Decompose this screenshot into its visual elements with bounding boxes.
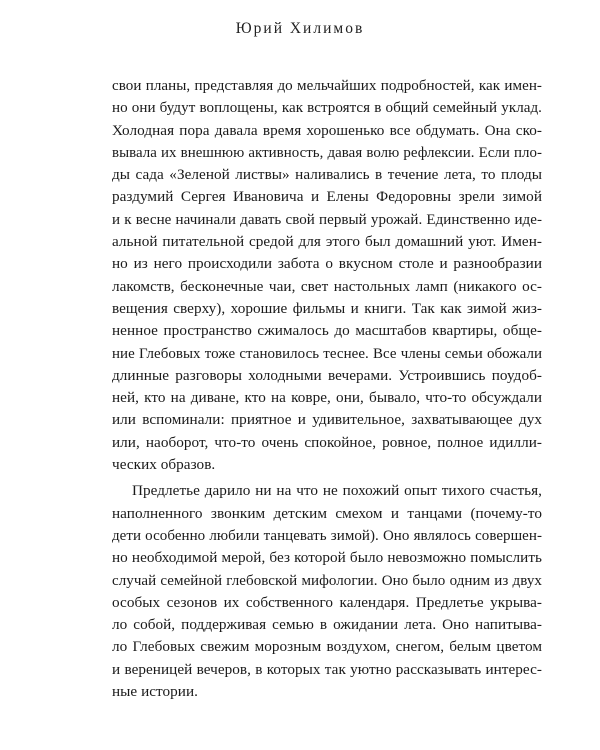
text-line: ды сада «Зеленой листвы» наливались в течение лета, то плоды (112, 166, 542, 184)
text-line: ческих образов. (112, 456, 216, 474)
text-line: ненное пространство сжималось до масштабов квартиры, обще- (112, 322, 542, 340)
paragraph-1 (112, 75, 542, 476)
body-text (112, 75, 542, 703)
text-line: но из него происходили забота о вкусном столе и разнообразии (112, 255, 542, 273)
text-line: но они будут воплощены, как встроятся в общий семейный уклад. (112, 100, 542, 117)
text-line: вещения сверху), хорошие фильмы и книги. Так как зимой жиз- (112, 299, 542, 317)
running-head-author: Юрий Хилимов (235, 20, 365, 37)
text-line: наполненного звонким детским смехом и танцами (почему-то (112, 504, 542, 522)
text-line: ней, кто на диване, кто на ковре, они, бывало, что-то обсуждали (112, 389, 542, 407)
text-line: но необходимой мерой, без которой было невозможно помыслить (112, 549, 542, 567)
text-line: и к весне начинали давать свой первый урожай. Единственно иде- (112, 211, 542, 228)
text-line: случай семейной глебовской мифологии. Оно было одним из двух (112, 572, 542, 589)
text-line: или, наоборот, что-то очень спокойное, ровное, полное идилли- (112, 433, 542, 451)
text-line: ло Глебовых свежим морозным воздухом, снегом, белым цветом (112, 638, 542, 656)
text-line: альной питательной средой для этого был домашний уют. Имен- (112, 233, 542, 251)
text-line: Холодная пора давала время хорошенько все обдумать. Она ско- (112, 121, 542, 139)
text-line: ние Глебовых тоже становилось теснее. Все члены семьи обожали (112, 345, 542, 362)
text-line: и вереницей вечеров, в которых так уютно рассказывать интерес- (112, 660, 542, 678)
text-line: или вспоминали: приятное и удивительное, захватывающее дух (112, 411, 542, 429)
text-line: ло собой, поддерживая семью в ожидании лета. Оно напитыва- (112, 616, 542, 634)
paragraph-2 (112, 480, 542, 703)
text-line: вывала их внешнюю активность, давая волю рефлексии. Если пло- (112, 144, 542, 161)
text-line: лакомств, бесконечные чаи, свет настольных ламп (никакого ос- (112, 277, 542, 295)
text-line: дети особенно любили танцевать зимой). Оно являлось совершен- (112, 527, 542, 544)
text-line: длинные разговоры холодными вечерами. Устроившись поудоб- (112, 366, 542, 384)
text-line: свои планы, представляя до мельчайших подробностей, как имен- (112, 78, 542, 94)
text-line: Предлетье дарило ни на что не похожий опыт тихого счастья, (132, 482, 542, 500)
text-line: раздумий Сергея Ивановича и Елены Федоровны зрели зимой (112, 188, 542, 206)
text-line: ные истории. (112, 683, 199, 701)
text-line: особых сезонов их собственного календаря. Предлетье укрыва- (112, 593, 542, 611)
